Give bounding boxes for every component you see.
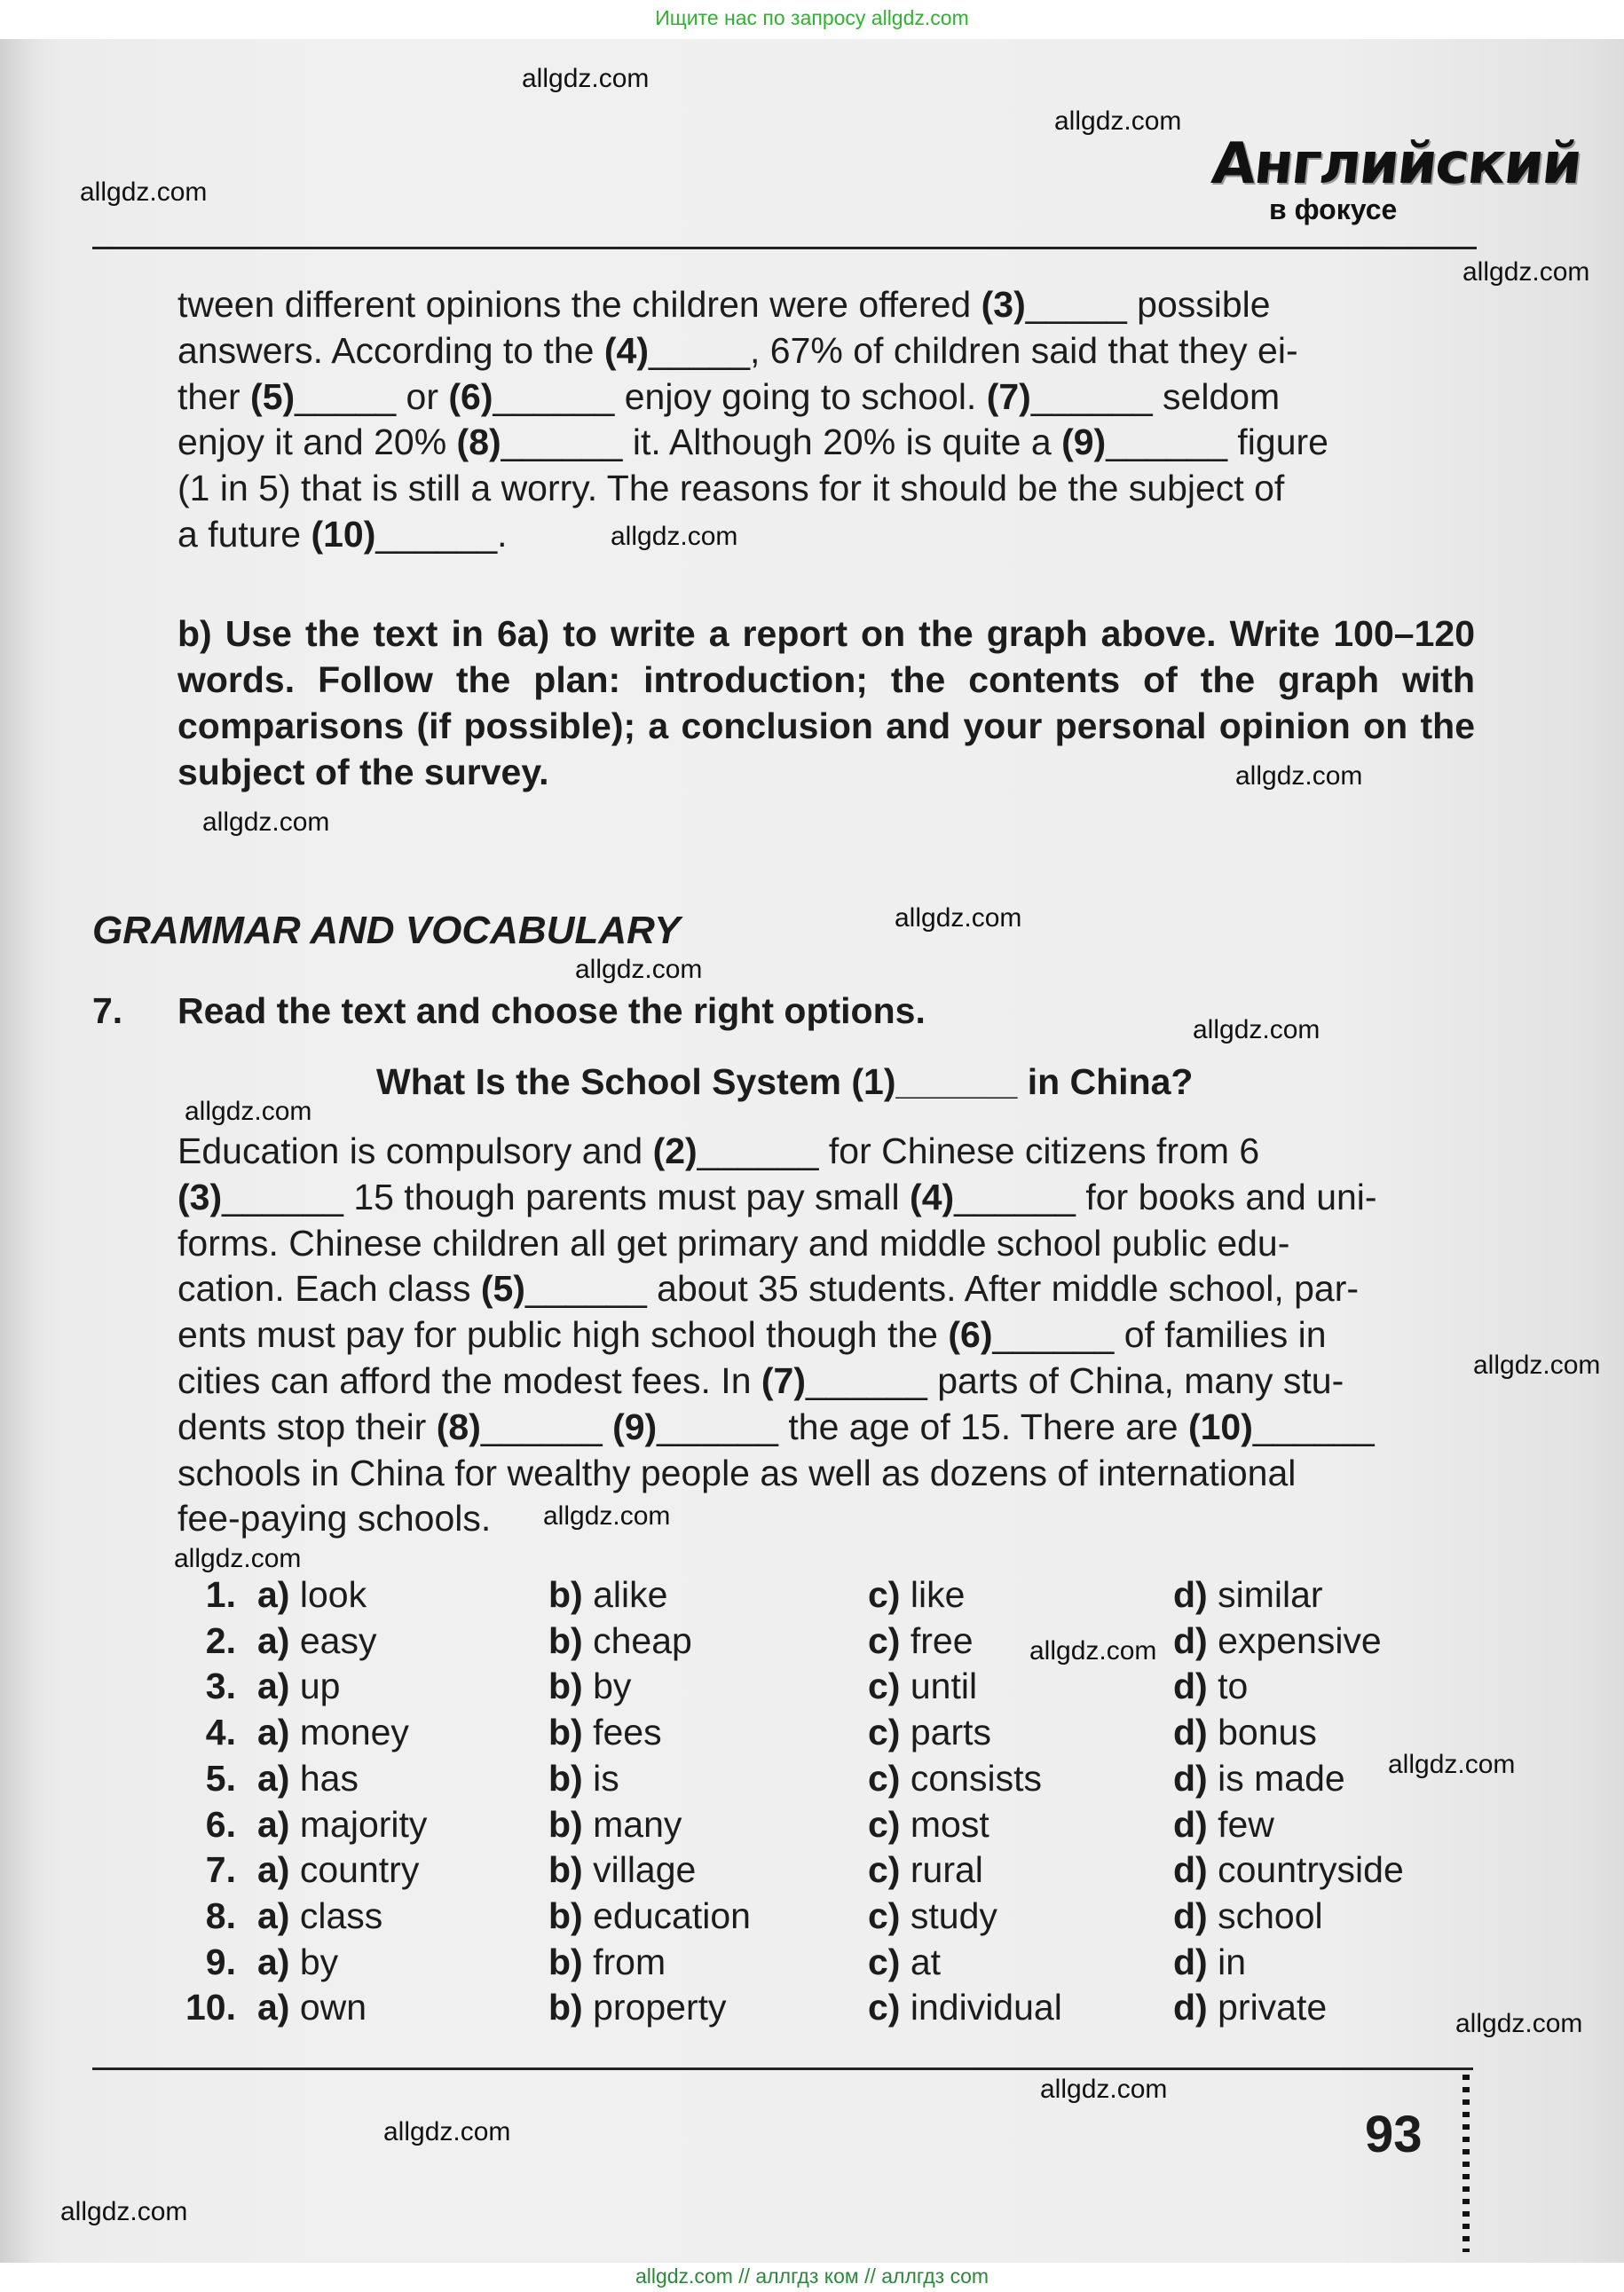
text-title: What Is the School System (1)______ in China? <box>376 1061 1194 1102</box>
option-word: individual <box>910 1987 1062 2028</box>
option-word: expensive <box>1218 1619 1382 1661</box>
option-letter: d) <box>1173 1574 1208 1615</box>
watermark: allgdz.com <box>1473 1351 1601 1380</box>
line: ents must pay for public high school though the (6)______ of families in <box>177 1314 1327 1356</box>
option-number: 5. <box>205 1757 236 1799</box>
exercise-instruction: Read the text and choose the right options. <box>177 990 926 1031</box>
line: Education is compulsory and (2)______ for Chinese citizens from 6 <box>177 1130 1260 1171</box>
option-letter: c) <box>868 1666 901 1707</box>
option-letter: c) <box>868 1712 901 1753</box>
watermark: allgdz.com <box>1462 257 1590 287</box>
option-number: 9. <box>205 1941 236 1982</box>
option-word: until <box>910 1666 978 1707</box>
line: (3)______ 15 though parents must pay small (4)______ for books and uni- <box>177 1176 1377 1217</box>
option-word: by <box>593 1666 632 1707</box>
option-c[interactable] <box>868 1804 989 1846</box>
option-letter: b) <box>548 1757 583 1799</box>
option-letter: b) <box>548 1803 583 1845</box>
option-row <box>177 1942 1475 1988</box>
option-word: bonus <box>1218 1712 1317 1753</box>
page-number: 93 <box>1365 2106 1423 2163</box>
top-banner[interactable]: Ищите нас по запросу allgdz.com <box>0 0 1624 39</box>
watermark: allgdz.com <box>80 177 208 207</box>
option-word: consists <box>910 1757 1042 1799</box>
option-word: private <box>1218 1987 1328 2028</box>
textbook-logo: Английский в фокусе <box>1209 131 1584 225</box>
option-row <box>177 1849 1475 1895</box>
option-b[interactable] <box>548 1942 666 1983</box>
option-c[interactable] <box>868 1849 983 1891</box>
line: dents stop their (8)______ (9)______ the age of 15. There are (10)______ <box>177 1406 1375 1447</box>
option-letter: b) <box>548 1619 583 1661</box>
option-b[interactable] <box>548 1712 662 1753</box>
option-word: class <box>299 1894 383 1936</box>
option-letter: a) <box>257 1803 290 1845</box>
option-number: 2. <box>205 1619 236 1661</box>
option-word: to <box>1218 1666 1249 1707</box>
option-number: 7. <box>205 1849 236 1891</box>
watermark: allgdz.com <box>895 903 1022 933</box>
option-word: money <box>299 1712 409 1753</box>
option-c[interactable] <box>868 1620 974 1662</box>
option-word: easy <box>299 1619 377 1661</box>
option-c[interactable] <box>868 1712 991 1753</box>
option-b[interactable] <box>548 1758 619 1800</box>
option-letter: b) <box>548 1987 583 2028</box>
option-word: school <box>1218 1894 1323 1936</box>
watermark: allgdz.com <box>1193 1015 1320 1044</box>
option-word: up <box>299 1666 341 1707</box>
option-letter: a) <box>257 1757 290 1799</box>
watermark: allgdz.com <box>1455 2009 1583 2038</box>
footer-rule <box>92 2068 1473 2070</box>
option-b[interactable] <box>548 1987 727 2028</box>
option-letter: a) <box>257 1712 290 1753</box>
option-b[interactable] <box>548 1666 631 1707</box>
option-c[interactable] <box>868 1942 941 1983</box>
header-rule <box>92 247 1477 249</box>
option-d[interactable] <box>1173 1712 1317 1753</box>
option-d[interactable] <box>1173 1895 1323 1937</box>
watermark: allgdz.com <box>1235 761 1363 791</box>
page-edge-dots <box>1462 2075 1470 2252</box>
option-word: similar <box>1218 1574 1323 1615</box>
option-letter: b) <box>548 1894 583 1936</box>
watermark: allgdz.com <box>202 807 330 837</box>
line: tween different opinions the children were offered (3)_____ possible <box>177 284 1271 325</box>
watermark: allgdz.com <box>575 955 703 984</box>
option-letter: b) <box>548 1849 583 1891</box>
option-word: education <box>593 1894 751 1936</box>
option-b[interactable] <box>548 1804 682 1846</box>
option-word: parts <box>910 1712 992 1753</box>
watermark: allgdz.com <box>60 2197 188 2226</box>
option-a[interactable] <box>257 1620 376 1662</box>
option-word: free <box>910 1619 974 1661</box>
option-letter: c) <box>868 1941 901 1982</box>
option-b[interactable] <box>548 1574 667 1616</box>
option-row <box>177 1758 1475 1804</box>
option-row <box>177 1666 1475 1712</box>
option-a[interactable] <box>257 1987 367 2028</box>
line: a future (10)______. <box>177 513 508 555</box>
bottom-banner[interactable]: allgdz.com // аллгдз ком // аллгдз com <box>0 2263 1624 2292</box>
watermark: allgdz.com <box>1029 1636 1157 1666</box>
option-c[interactable] <box>868 1895 997 1937</box>
option-letter: a) <box>257 1849 290 1891</box>
option-letter: b) <box>548 1941 583 1982</box>
option-number: 3. <box>205 1666 236 1707</box>
watermark: allgdz.com <box>185 1097 312 1126</box>
option-letter: d) <box>1173 1803 1208 1845</box>
option-word: like <box>910 1574 966 1615</box>
option-b[interactable] <box>548 1895 751 1937</box>
option-letter: c) <box>868 1987 901 2028</box>
option-letter: a) <box>257 1574 290 1615</box>
option-letter: c) <box>868 1894 901 1936</box>
option-letter: c) <box>868 1574 901 1615</box>
passage-7 <box>177 1129 1475 1542</box>
watermark: allgdz.com <box>611 522 738 551</box>
watermark: allgdz.com <box>543 1501 671 1531</box>
option-letter: c) <box>868 1757 901 1799</box>
option-word: majority <box>299 1803 428 1845</box>
section-title: GRAMMAR AND VOCABULARY <box>92 909 681 952</box>
option-word: rural <box>910 1849 983 1891</box>
option-letter: c) <box>868 1803 901 1845</box>
task-6b-instruction: b) Use the text in 6a) to write a report on the graph above. Write 100–120 words. Follow the plan: introduction; the contents of the graph with comparisons (if possible); a conclusion and your personal opinion on the subject of the survey. <box>177 613 1475 792</box>
option-letter: c) <box>868 1849 901 1891</box>
option-letter: a) <box>257 1987 290 2028</box>
option-d[interactable] <box>1173 1849 1404 1891</box>
option-word: at <box>910 1941 942 1982</box>
option-row <box>177 1620 1475 1666</box>
option-word: most <box>910 1803 989 1845</box>
option-letter: a) <box>257 1941 290 1982</box>
option-d[interactable] <box>1173 1987 1327 2028</box>
option-a[interactable] <box>257 1895 382 1937</box>
option-word: from <box>593 1941 666 1982</box>
option-letter: b) <box>548 1574 583 1615</box>
watermark: allgdz.com <box>1388 1750 1516 1779</box>
option-word: few <box>1218 1803 1274 1845</box>
line: answers. According to the (4)_____, 67% of children said that they ei- <box>177 329 1298 371</box>
option-row <box>177 1987 1475 2033</box>
line: cation. Each class (5)______ about 35 students. After middle school, par- <box>177 1268 1360 1310</box>
option-a[interactable] <box>257 1712 409 1753</box>
option-row <box>177 1712 1475 1758</box>
option-letter: d) <box>1173 1987 1208 2028</box>
option-letter: c) <box>868 1619 901 1661</box>
line: schools in China for wealthy people as well as dozens of international <box>177 1452 1297 1493</box>
option-word: alike <box>593 1574 668 1615</box>
exercise-number: 7. <box>92 990 123 1031</box>
option-number: 8. <box>205 1894 236 1936</box>
option-number: 6. <box>205 1803 236 1845</box>
option-word: country <box>299 1849 420 1891</box>
option-word: own <box>299 1987 367 2028</box>
option-a[interactable] <box>257 1574 367 1616</box>
watermark: allgdz.com <box>383 2117 511 2146</box>
passage-6a <box>177 282 1475 558</box>
option-c[interactable] <box>868 1574 965 1616</box>
line: enjoy it and 20% (8)______ it. Although 20% is quite a (9)______ figure <box>177 421 1328 463</box>
option-letter: d) <box>1173 1894 1208 1936</box>
option-number: 10. <box>185 1987 236 2028</box>
watermark: allgdz.com <box>1040 2075 1168 2104</box>
option-letter: b) <box>548 1712 583 1753</box>
option-a[interactable] <box>257 1849 419 1891</box>
option-word: in <box>1218 1941 1247 1982</box>
option-a[interactable] <box>257 1804 427 1846</box>
watermark: allgdz.com <box>174 1544 302 1573</box>
watermark: allgdz.com <box>522 64 650 93</box>
option-word: by <box>299 1941 339 1982</box>
option-word: fees <box>593 1712 662 1753</box>
option-d[interactable] <box>1173 1666 1248 1707</box>
option-a[interactable] <box>257 1758 359 1800</box>
line: fee-paying schools. <box>177 1498 492 1540</box>
option-row <box>177 1895 1475 1942</box>
option-letter: d) <box>1173 1941 1208 1982</box>
option-c[interactable] <box>868 1987 1062 2028</box>
option-word: village <box>593 1849 697 1891</box>
option-word: is <box>593 1757 619 1799</box>
option-d[interactable] <box>1173 1574 1323 1616</box>
option-d[interactable] <box>1173 1804 1274 1846</box>
option-number: 4. <box>205 1712 236 1753</box>
option-number: 1. <box>205 1574 236 1615</box>
option-letter: d) <box>1173 1666 1208 1707</box>
option-word: countryside <box>1218 1849 1404 1891</box>
option-d[interactable] <box>1173 1758 1345 1800</box>
option-letter: a) <box>257 1894 290 1936</box>
option-row <box>177 1574 1475 1620</box>
watermark: allgdz.com <box>1054 106 1182 136</box>
option-letter: d) <box>1173 1757 1208 1799</box>
option-b[interactable] <box>548 1849 696 1891</box>
option-letter: a) <box>257 1619 290 1661</box>
option-letter: d) <box>1173 1712 1208 1753</box>
option-row <box>177 1804 1475 1850</box>
option-letter: a) <box>257 1666 290 1707</box>
option-letter: b) <box>548 1666 583 1707</box>
line: ther (5)_____ or (6)______ enjoy going to school. (7)______ seldom <box>177 375 1281 417</box>
option-d[interactable] <box>1173 1620 1382 1662</box>
option-word: many <box>593 1803 682 1845</box>
option-word: cheap <box>593 1619 692 1661</box>
option-c[interactable] <box>868 1666 977 1707</box>
line: forms. Chinese children all get primary and middle school public edu- <box>177 1222 1290 1264</box>
option-d[interactable] <box>1173 1942 1246 1983</box>
option-word: look <box>299 1574 367 1615</box>
option-a[interactable] <box>257 1666 340 1707</box>
option-b[interactable] <box>548 1620 692 1662</box>
option-c[interactable] <box>868 1758 1042 1800</box>
option-word: study <box>910 1894 997 1936</box>
option-word: is made <box>1218 1757 1345 1799</box>
option-word: has <box>299 1757 359 1799</box>
line: cities can afford the modest fees. In (7)______ parts of China, many stu- <box>177 1359 1344 1401</box>
option-word: property <box>593 1987 727 2028</box>
option-a[interactable] <box>257 1942 338 1983</box>
option-letter: d) <box>1173 1849 1208 1891</box>
option-letter: d) <box>1173 1619 1208 1661</box>
line: (1 in 5) that is still a worry. The reasons for it should be the subject of <box>177 468 1285 509</box>
